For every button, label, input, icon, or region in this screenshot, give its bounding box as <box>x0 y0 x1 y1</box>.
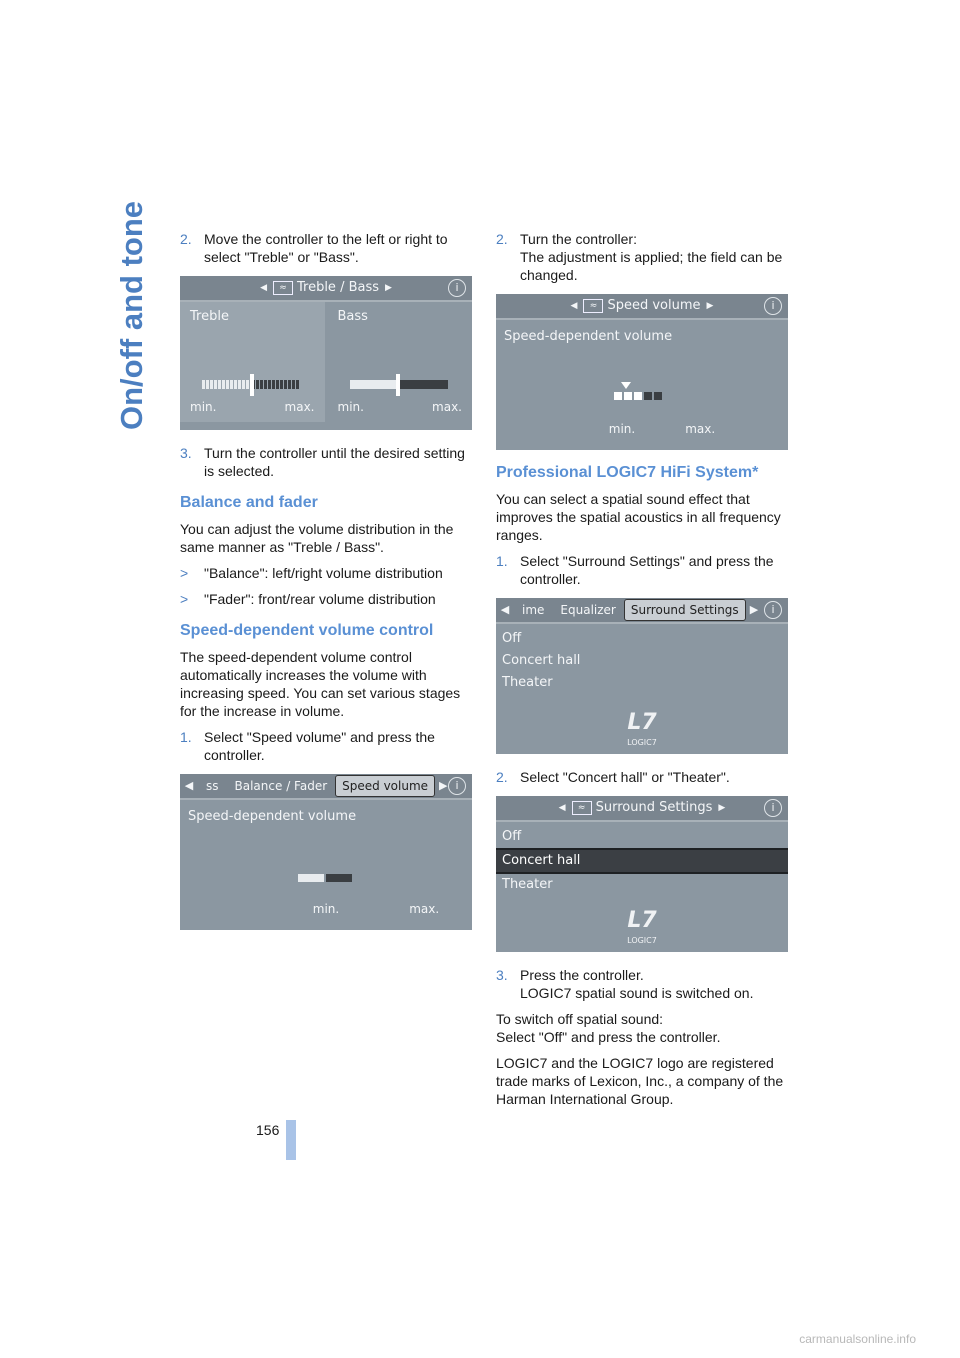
logic7-logo <box>622 910 662 950</box>
step-item <box>180 728 476 764</box>
paragraph: You can adjust the volume distribution in the same manner as "Treble / Bass". <box>180 521 454 555</box>
logic7-logo-mark: L7 <box>627 908 657 933</box>
speed-volume-body <box>496 320 788 446</box>
treble-bar-rest <box>252 380 300 389</box>
tab-bar <box>180 774 472 800</box>
info-icon: i <box>764 601 782 619</box>
bass-scale <box>338 398 463 416</box>
paragraph: The speed-dependent volume control automatically increases the volume with increasing speed. You can set various stages for the increase in volume. <box>180 649 461 719</box>
step-text: Press the controller. LOGIC7 spatial sound is switched on. <box>520 967 754 1001</box>
logic7-logo-mark: L7 <box>627 710 657 735</box>
min-label: min. <box>190 400 217 414</box>
step-number: 1. <box>496 553 508 569</box>
min-label: min. <box>337 400 364 414</box>
footer-watermark: carmanualsonline.info <box>799 1332 916 1346</box>
surround-list <box>496 624 788 754</box>
surround-settings-screen-1 <box>496 598 788 754</box>
logic7-logo <box>622 712 662 752</box>
bullet-mark: > <box>180 591 189 607</box>
speed-volume-screen-1 <box>180 774 472 930</box>
list-item-theater[interactable]: Theater <box>502 675 553 690</box>
logic7-logo-text: LOGIC7 <box>627 738 657 747</box>
arrow-left-icon: ◀ <box>260 283 267 293</box>
treble-bar <box>202 380 252 389</box>
min-label: min. <box>312 902 340 916</box>
paragraph: You can select a spatial sound effect that improves the spatial acoustics in all frequency ranges. <box>496 491 781 543</box>
tab-surround-settings[interactable]: Surround Settings <box>624 599 746 621</box>
step-number: 2. <box>496 231 508 247</box>
list-item-off[interactable]: Off <box>502 829 522 844</box>
page-number-bar <box>286 1120 296 1160</box>
step-block <box>654 392 662 400</box>
section-title: On/off and tone <box>114 200 149 430</box>
list-item-concert-hall[interactable]: Concert hall <box>502 653 581 668</box>
step-text: Turn the controller: The adjustment is applied; the field can be changed. <box>520 231 783 283</box>
screen-header <box>180 276 472 302</box>
bullet-text: "Balance": left/right volume distribution <box>204 565 443 581</box>
logic7-logo-text: LOGIC7 <box>627 936 657 945</box>
step-text: Turn the controller until the desired setting is selected. <box>204 445 465 479</box>
treble-slider-knob[interactable] <box>250 374 254 396</box>
bass-label: Bass <box>337 309 368 324</box>
screen-title: Treble / Bass <box>296 280 380 295</box>
tab-previous[interactable]: ss <box>206 779 219 793</box>
screen-title: Speed volume <box>607 298 701 313</box>
speed-volume-bar-rest <box>326 874 352 882</box>
arrow-right-icon: ▶ <box>718 803 726 813</box>
tab-left-arrow-icon[interactable]: ◀ <box>184 779 194 792</box>
bass-slider-knob[interactable] <box>396 374 400 396</box>
info-icon: i <box>448 279 466 297</box>
min-label: min. <box>608 422 636 436</box>
speed-volume-scale <box>180 900 472 918</box>
step-number: 3. <box>496 967 508 983</box>
max-label: max. <box>284 400 315 414</box>
treble-scale <box>190 398 315 416</box>
step-text: Move the controller to the left or right to select "Treble" or "Bass". <box>204 231 448 265</box>
speed-volume-screen-2 <box>496 294 788 450</box>
treble-bass-panels <box>180 302 472 422</box>
step-text: Select "Speed volume" and press the controller. <box>204 729 435 763</box>
arrow-right-icon: ▶ <box>385 283 392 293</box>
screen-header <box>496 294 788 320</box>
screen-title: Surround Settings <box>595 800 713 815</box>
list-item-theater[interactable]: Theater <box>502 877 553 892</box>
bullet-text: "Fader": front/rear volume distribution <box>204 591 436 607</box>
speed-volume-heading: Speed-dependent volume <box>504 329 673 344</box>
selection-marker-icon <box>621 382 631 389</box>
bass-bar-rest <box>398 380 448 389</box>
screen-header <box>496 796 788 822</box>
bullet-item <box>180 590 476 608</box>
step-text: Select "Surround Settings" and press the controller. <box>520 553 774 587</box>
surround-settings-screen-2 <box>496 796 788 952</box>
heading-balance-fader: Balance and fader <box>180 494 318 511</box>
step-number: 1. <box>180 729 192 745</box>
left-column <box>180 230 476 944</box>
max-label: max. <box>432 400 462 414</box>
list-item-off[interactable]: Off <box>502 631 522 646</box>
tab-right-arrow-icon[interactable]: ▶ <box>749 603 759 616</box>
paragraph: To switch off spatial sound: Select "Off" and press the controller. <box>496 1011 721 1045</box>
treble-label: Treble <box>190 309 229 324</box>
tab-left-arrow-icon[interactable]: ◀ <box>500 603 510 616</box>
arrow-right-icon: ▶ <box>706 301 714 311</box>
step-item <box>496 966 792 1002</box>
paragraph: LOGIC7 and the LOGIC7 logo are registered trade marks of Lexicon, Inc., a company of the Harman International Group. <box>496 1055 784 1107</box>
info-icon: i <box>448 777 466 795</box>
max-label: max. <box>409 902 440 916</box>
tab-previous[interactable]: ime <box>522 603 545 617</box>
step-item <box>180 230 476 266</box>
surround-list <box>496 822 788 952</box>
bass-bar <box>350 380 398 389</box>
heading-logic7: Professional LOGIC7 HiFi System* <box>496 464 759 481</box>
speed-volume-heading: Speed-dependent volume <box>188 809 357 824</box>
list-item-concert-hall-selected[interactable]: Concert hall <box>496 848 788 874</box>
bass-panel[interactable] <box>328 302 473 422</box>
step-block <box>634 392 642 400</box>
arrow-left-icon: ◀ <box>558 803 566 813</box>
arrow-left-icon: ◀ <box>570 301 578 311</box>
heading-speed-volume: Speed-dependent volume control <box>180 622 434 639</box>
bullet-mark: > <box>180 565 189 581</box>
info-icon: i <box>764 297 782 315</box>
speed-volume-scale <box>496 420 788 438</box>
step-item <box>496 230 792 284</box>
page-number: 156 <box>256 1122 280 1138</box>
step-block <box>624 392 632 400</box>
speed-volume-bar <box>298 874 324 882</box>
step-item <box>496 768 792 786</box>
step-number: 3. <box>180 445 192 461</box>
tab-speed-volume[interactable]: Speed volume <box>335 775 435 797</box>
step-number: 2. <box>180 231 192 247</box>
step-text: Select "Concert hall" or "Theater". <box>520 769 730 785</box>
step-block <box>614 392 622 400</box>
max-label: max. <box>685 422 716 436</box>
step-block <box>644 392 652 400</box>
step-item <box>180 444 476 480</box>
step-number: 2. <box>496 769 508 785</box>
step-item <box>496 552 792 588</box>
bullet-item <box>180 564 476 582</box>
speed-volume-steps[interactable] <box>614 392 662 400</box>
tone-icon: ≈ <box>273 281 293 295</box>
tab-equalizer[interactable]: Equalizer <box>560 603 616 617</box>
tone-icon: ≈ <box>572 801 592 815</box>
treble-bass-screen <box>180 276 472 430</box>
tab-balance-fader[interactable]: Balance / Fader <box>234 779 328 793</box>
right-column <box>496 230 792 1116</box>
info-icon: i <box>764 799 782 817</box>
tab-bar <box>496 598 788 624</box>
tab-right-arrow-icon[interactable]: ▶ <box>439 779 448 792</box>
tone-icon: ≈ <box>583 299 603 313</box>
speed-volume-body <box>180 800 472 926</box>
treble-panel[interactable] <box>180 302 325 422</box>
